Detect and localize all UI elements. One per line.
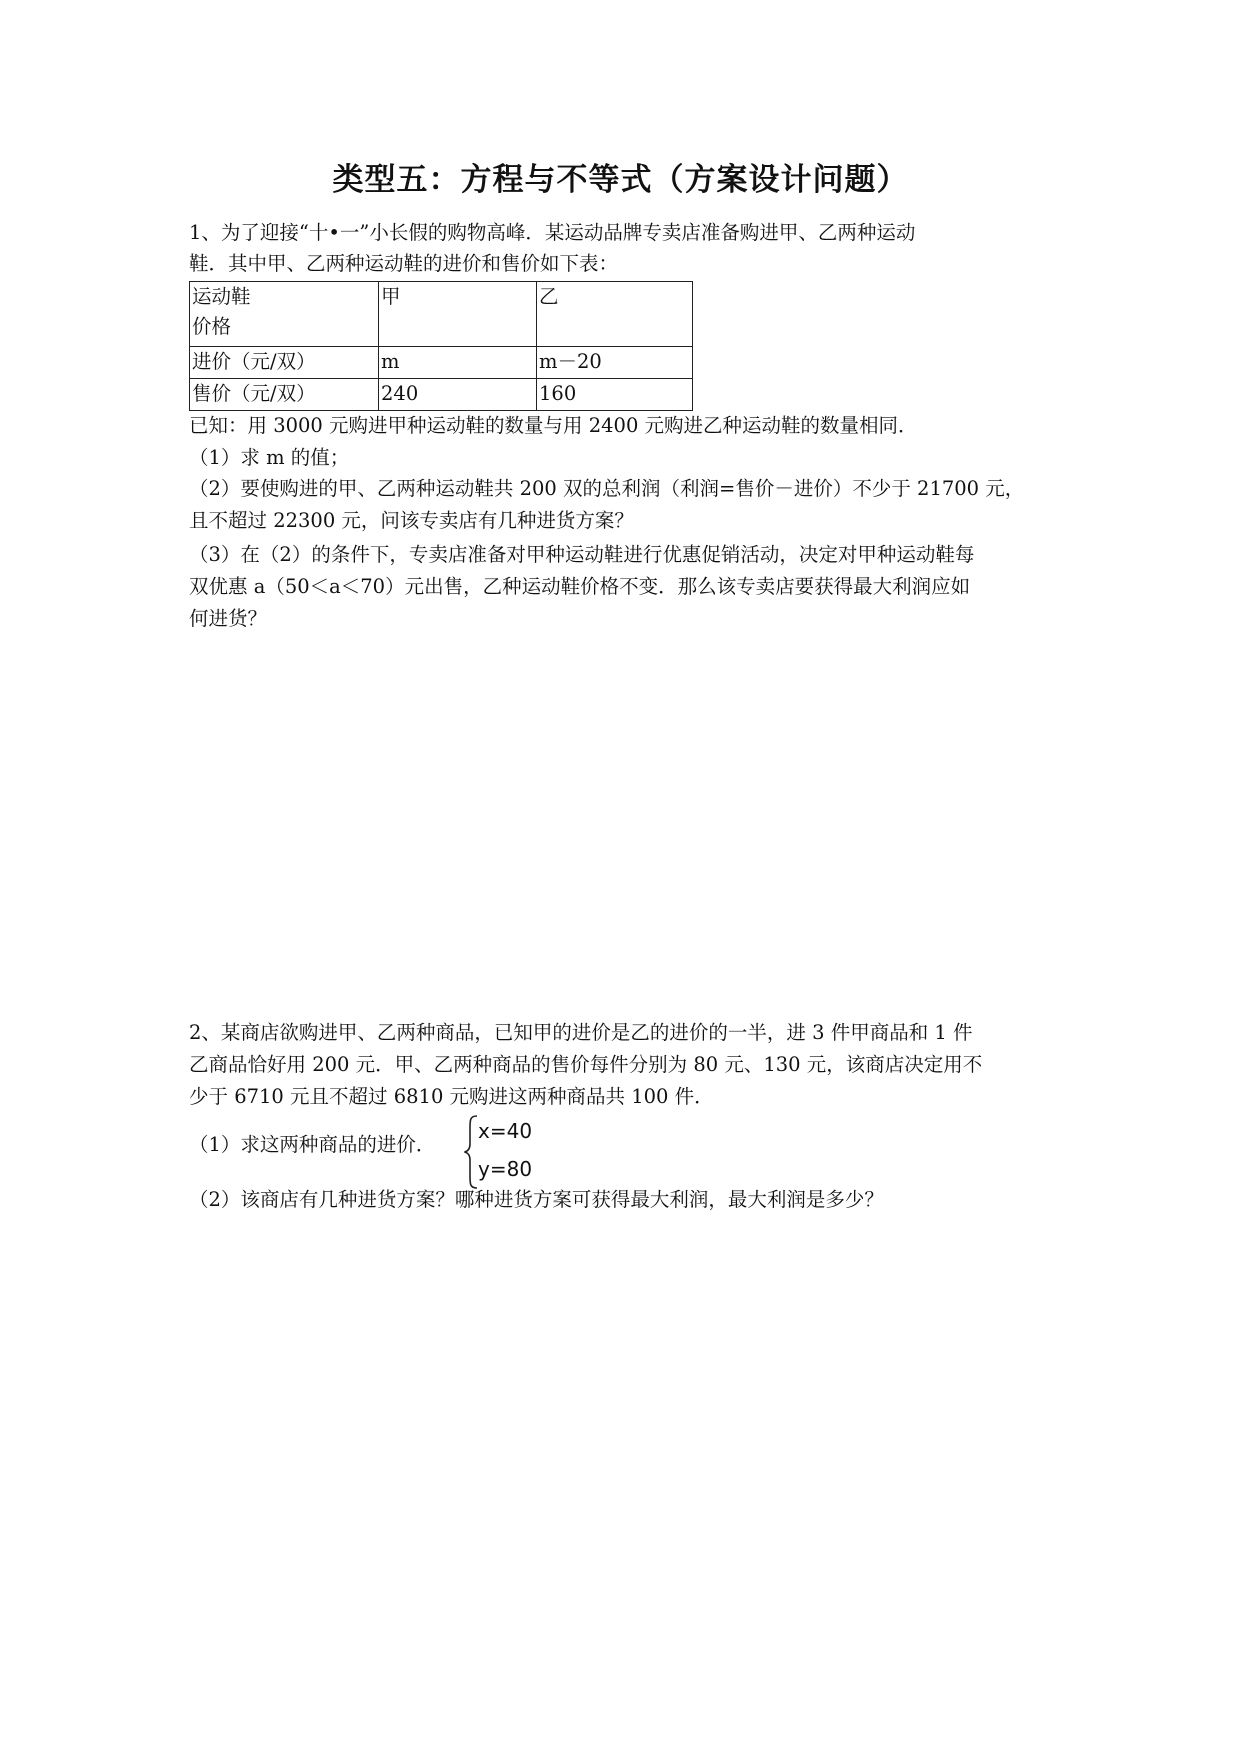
table-cell: m－20 — [537, 347, 693, 379]
problem2-intro-line2: 乙商品恰好用 200 元．甲、乙两种商品的售价每件分别为 80 元、130 元，该商店决定用不 — [189, 1053, 983, 1076]
problem1-question1: （1）求 m 的值； — [189, 446, 350, 469]
problem2-question1: （1）求这两种商品的进价． — [189, 1133, 436, 1156]
problem2-intro-line3: 少于 6710 元且不超过 6810 元购进这两种商品共 100 件． — [189, 1085, 714, 1108]
problem1-question2-line1: （2）要使购进的甲、乙两种运动鞋共 200 双的总利润（利润=售价－进价）不少于 21700 元， — [189, 477, 1025, 500]
answer-x: x=40 — [478, 1119, 533, 1143]
answer-system — [464, 1114, 544, 1190]
table-header-shoe-label: 运动鞋 — [192, 285, 251, 308]
table-cell: 售价（元/双） — [190, 379, 379, 411]
table-header-yi: 乙 — [537, 282, 693, 347]
problem1-question3-line3: 何进货？ — [189, 607, 268, 630]
table-header-jia: 甲 — [379, 282, 537, 347]
table-cell: m — [379, 347, 537, 379]
price-table — [189, 281, 693, 411]
table-header-price-label: 价格 — [192, 315, 232, 338]
page-title: 类型五：方程与不等式（方案设计问题） — [332, 162, 909, 198]
problem1-intro-line2: 鞋．其中甲、乙两种运动鞋的进价和售价如下表： — [189, 252, 619, 275]
problem2-question2: （2）该商店有几种进货方案？哪种进货方案可获得最大利润，最大利润是多少？ — [189, 1188, 884, 1211]
table-cell: 240 — [379, 379, 537, 411]
table-row — [190, 379, 693, 411]
table-row — [190, 347, 693, 379]
table-corner-cell — [190, 282, 379, 347]
table-cell: 160 — [537, 379, 693, 411]
problem1-question3-line2: 双优惠 a（50＜a＜70）元出售，乙种运动鞋价格不变．那么该专卖店要获得最大利润应如 — [189, 575, 971, 598]
problem1-known: 已知：用 3000 元购进甲种运动鞋的数量与用 2400 元购进乙种运动鞋的数量相同． — [189, 414, 918, 437]
problem1-question3-line1: （3）在（2）的条件下，专卖店准备对甲种运动鞋进行优惠促销活动，决定对甲种运动鞋每 — [189, 543, 975, 566]
table-cell: 进价（元/双） — [190, 347, 379, 379]
problem1-intro-line1: 1、为了迎接“十•一”小长假的购物高峰．某运动品牌专卖店准备购进甲、乙两种运动 — [189, 221, 916, 244]
table-header-row — [190, 282, 693, 347]
problem1-question2-line2: 且不超过 22300 元，问该专卖店有几种进货方案？ — [189, 509, 634, 532]
problem2-intro-line1: 2、某商店欲购进甲、乙两种商品，已知甲的进价是乙的进价的一半，进 3 件甲商品和 1 件 — [189, 1021, 973, 1044]
answer-y: y=80 — [478, 1157, 533, 1181]
